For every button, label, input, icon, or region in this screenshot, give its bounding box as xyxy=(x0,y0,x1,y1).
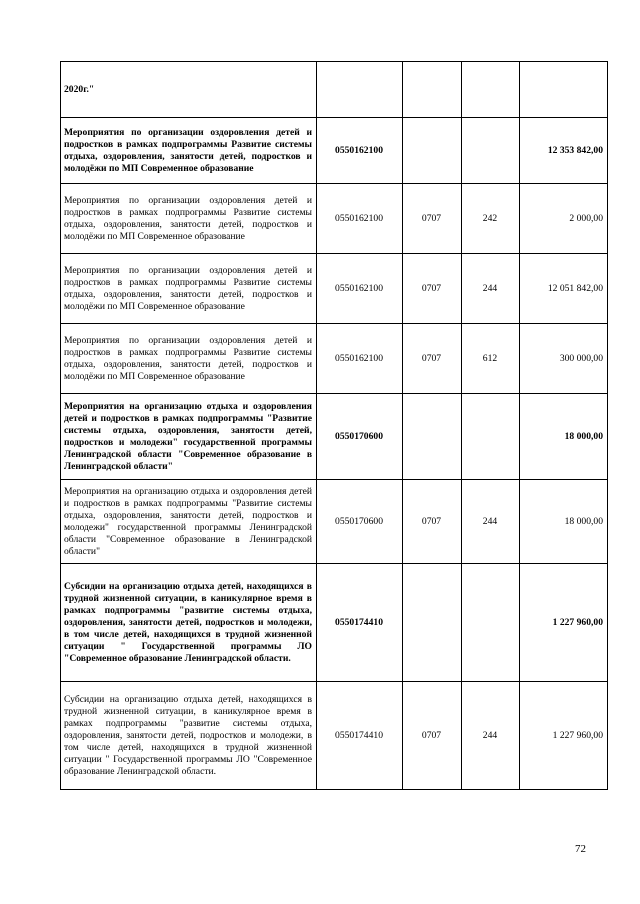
row-section xyxy=(403,564,462,682)
row-amount xyxy=(520,62,608,118)
row-type xyxy=(462,118,520,184)
table-row xyxy=(61,480,608,564)
row-code: 0550162100 xyxy=(317,254,403,324)
table-row xyxy=(61,564,608,682)
row-code xyxy=(317,62,403,118)
row-name: Мероприятия по организации оздоровления детей и подростков в рамках подпрограммы Развитие системы отдыха, оздоровления, занятости детей, подростков и молодёжи по МП Современное образование xyxy=(61,324,317,394)
table-row xyxy=(61,254,608,324)
row-amount: 300 000,00 xyxy=(520,324,608,394)
row-code: 0550162100 xyxy=(317,184,403,254)
row-amount: 18 000,00 xyxy=(520,480,608,564)
row-code: 0550162100 xyxy=(317,324,403,394)
row-amount: 2 000,00 xyxy=(520,184,608,254)
row-code: 0550174410 xyxy=(317,564,403,682)
row-amount: 1 227 960,00 xyxy=(520,564,608,682)
table-row xyxy=(61,324,608,394)
row-name: Мероприятия на организацию отдыха и оздоровления детей и подростков в рамках подпрограммы "Развитие системы отдыха, оздоровления, занятости детей, подростков и молодежи" государственной программы Ленинградской области "Современное образование в Ленинградской области" xyxy=(61,480,317,564)
table-row xyxy=(61,184,608,254)
row-name: Мероприятия по организации оздоровления детей и подростков в рамках подпрограммы Развитие системы отдыха, оздоровления, занятости детей, подростков и молодёжи по МП Современное образование xyxy=(61,118,317,184)
budget-table xyxy=(60,61,608,790)
row-section: 0707 xyxy=(403,184,462,254)
table-row xyxy=(61,118,608,184)
table-row xyxy=(61,394,608,480)
row-type: 244 xyxy=(462,682,520,790)
table-row xyxy=(61,62,608,118)
row-type xyxy=(462,564,520,682)
row-code: 0550170600 xyxy=(317,480,403,564)
row-amount: 12 051 842,00 xyxy=(520,254,608,324)
row-section xyxy=(403,62,462,118)
row-type: 244 xyxy=(462,254,520,324)
row-name: Субсидии на организацию отдыха детей, находящихся в трудной жизненной ситуации, в каникулярное время в рамках подпрограммы "развитие системы отдыха, оздоровления, занятости детей, подростков и молодежи, в том числе детей, находящихся в трудной жизненной ситуации " Государственной программы ЛО "Современное образование Ленинградской области. xyxy=(61,564,317,682)
row-amount: 18 000,00 xyxy=(520,394,608,480)
row-section xyxy=(403,394,462,480)
row-amount: 12 353 842,00 xyxy=(520,118,608,184)
row-name: Мероприятия по организации оздоровления детей и подростков в рамках подпрограммы Развитие системы отдыха, оздоровления, занятости детей, подростков и молодёжи по МП Современное образование xyxy=(61,184,317,254)
row-type: 242 xyxy=(462,184,520,254)
row-section: 0707 xyxy=(403,254,462,324)
row-name: 2020г." xyxy=(61,62,317,118)
table-row xyxy=(61,682,608,790)
row-code: 0550170600 xyxy=(317,394,403,480)
row-name: Мероприятия на организацию отдыха и оздоровления детей и подростков в рамках подпрограммы "Развитие системы отдыха, оздоровления, занятости детей, подростков и молодежи" государственной программы Ленинградской области "Современное образование в Ленинградской области" xyxy=(61,394,317,480)
row-name: Субсидии на организацию отдыха детей, находящихся в трудной жизненной ситуации, в каникулярное время в рамках подпрограммы "развитие системы отдыха, оздоровления, занятости детей, подростков и молодежи, в том числе детей, находящихся в трудной жизненной ситуации " Государственной программы ЛО "Современное образование Ленинградской области. xyxy=(61,682,317,790)
row-section: 0707 xyxy=(403,480,462,564)
row-code: 0550162100 xyxy=(317,118,403,184)
page-number: 72 xyxy=(575,843,586,855)
row-section xyxy=(403,118,462,184)
row-name: Мероприятия по организации оздоровления детей и подростков в рамках подпрограммы Развитие системы отдыха, оздоровления, занятости детей, подростков и молодёжи по МП Современное образование xyxy=(61,254,317,324)
row-amount: 1 227 960,00 xyxy=(520,682,608,790)
row-type xyxy=(462,62,520,118)
row-section: 0707 xyxy=(403,324,462,394)
row-section: 0707 xyxy=(403,682,462,790)
row-code: 0550174410 xyxy=(317,682,403,790)
row-type xyxy=(462,394,520,480)
row-type: 244 xyxy=(462,480,520,564)
row-type: 612 xyxy=(462,324,520,394)
